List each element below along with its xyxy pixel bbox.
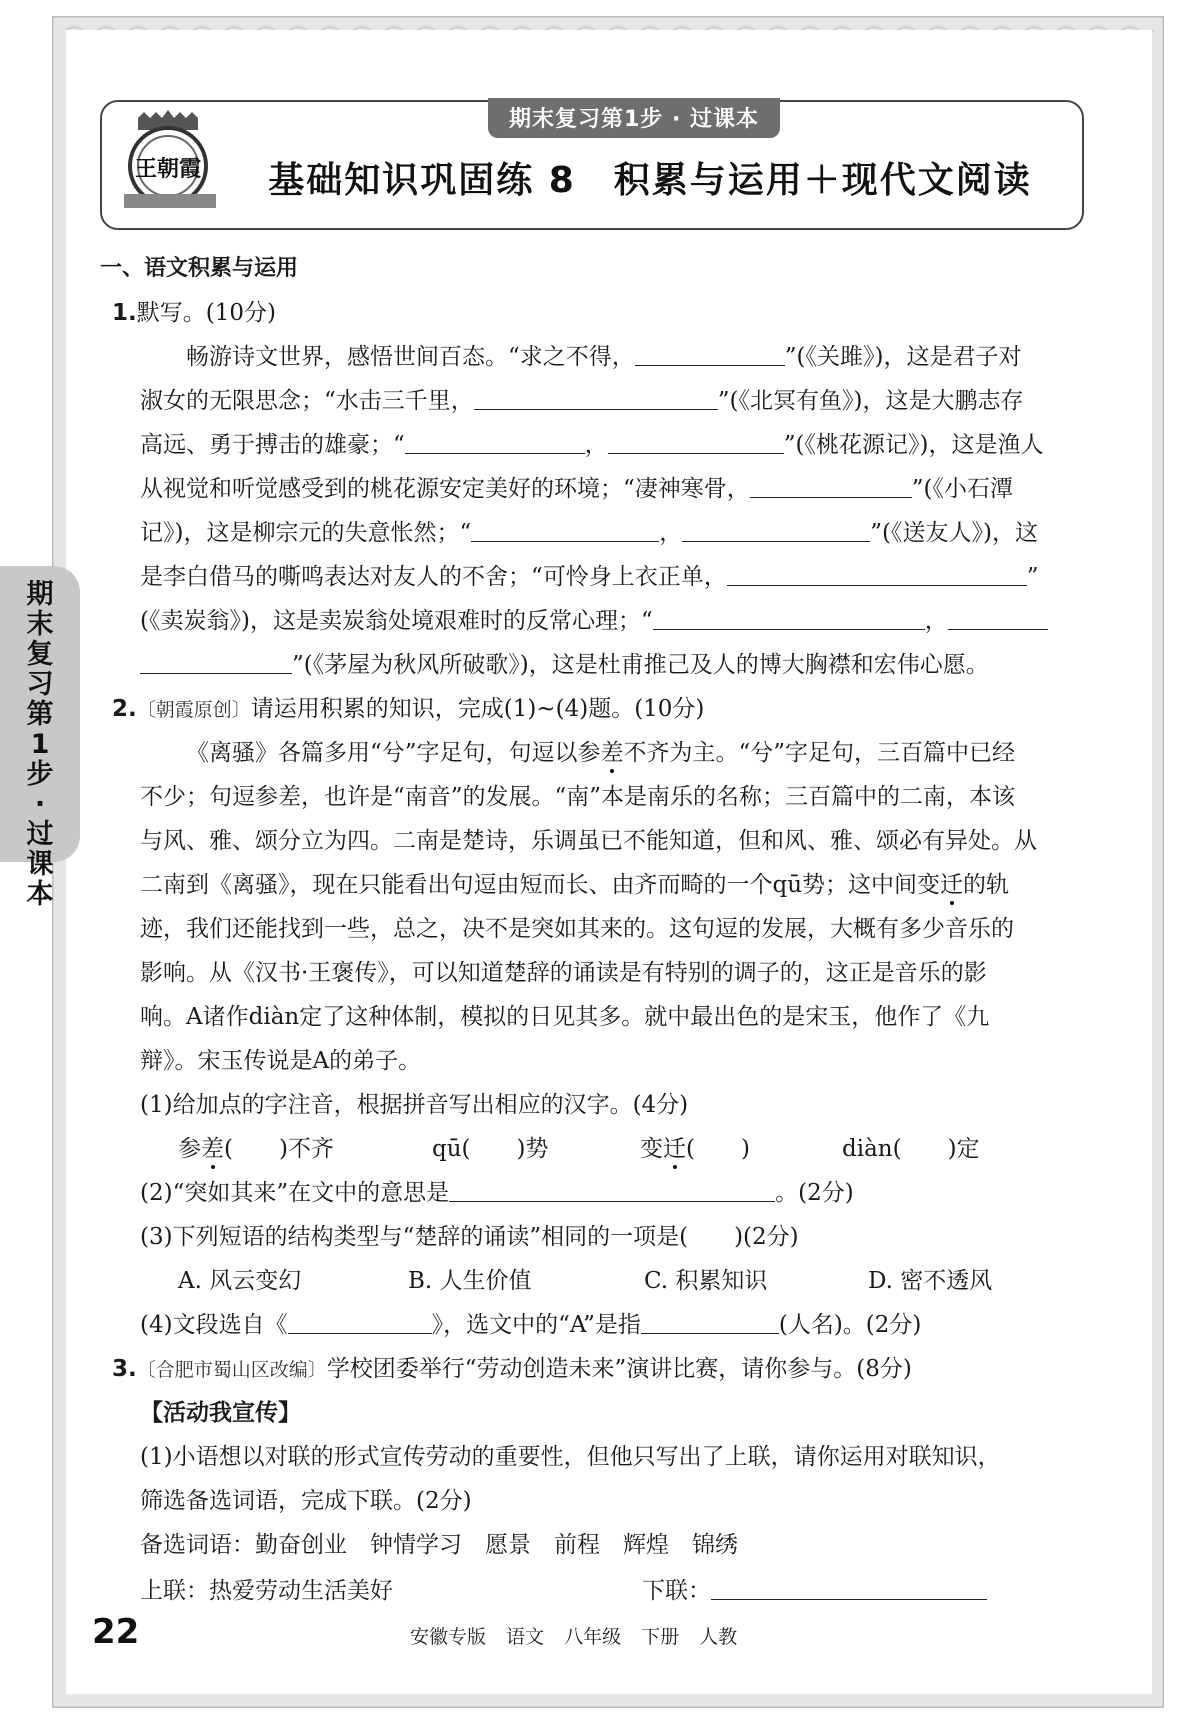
answer-blank[interactable] [641,1311,779,1334]
side-tab [0,566,80,910]
candidate-word: 愿景 [485,1532,531,1558]
answer-blank[interactable] [711,1577,987,1600]
answer-blank[interactable] [727,563,1027,586]
question-3-heading [112,1354,912,1385]
header-strip-label: 期末复习第1步 · 过课本 [509,107,759,132]
side-tab-label: 期末复习第1步·过课本 [26,579,54,910]
candidate-word: 辉煌 [623,1532,669,1558]
passage-line: 不少；句逗参差，也许是“南音”的发展。“南”本是南乐的名称；三百篇中的二南，本该 [140,784,1016,810]
subquestion-2: (2)“突如其来”在文中的意思是 。(2分) [140,1180,854,1206]
question-2-heading [112,694,704,725]
section-heading: 一、语文积累与运用 [100,256,299,281]
upper-couplet: 上联：热爱劳动生活美好 [140,1578,393,1604]
subquestion-1-item: 变迁( ) [640,1136,750,1162]
q1-line-2: 淑女的无限思念；“水击三千里， ”(《北冥有鱼》)，这是大鹏志存 [140,388,1024,414]
answer-blank[interactable] [471,519,659,542]
subquestion-1: (1)给加点的字注音，根据拼音写出相应的汉字。(4分) [140,1092,689,1118]
candidate-word: 锦绣 [692,1532,738,1558]
subquestion-1-items: 参差( )不齐 [178,1136,334,1162]
page-title: 基础知识巩固练 8 积累与运用＋现代文阅读 [268,160,1032,201]
question-text: 请运用积累的知识，完成(1)~(4)题。(10分) [250,696,705,722]
lower-couplet: 下联： [642,1576,987,1606]
subquestion-4: (4)文段选自《 》，选文中的“A”是指 (人名)。(2分) [140,1312,922,1338]
answer-blank[interactable] [474,387,718,410]
q1-line-4: 从视觉和听觉感受到的桃花源安定美好的环境；“凄神寒骨， ”(《小石潭 [140,476,1013,502]
subquestion-1-item: diàn( )定 [842,1136,980,1162]
passage-line: 与风、雅、颂分立为四。二南是楚诗，乐调虽已不能知道，但和风、雅、颂必有异处。从 [140,828,1037,854]
question-text: 学校团委举行“劳动创造未来”演讲比赛，请你参与。(8分) [326,1356,912,1382]
candidate-word: 勤奋创业 [255,1532,347,1558]
question-source: 〔朝霞原创〕 [136,699,251,721]
question-text: 默写。(10分) [136,300,276,326]
q1-line-8: ”(《茅屋为秋风所破歌》)，这是杜甫推己及人的博大胸襟和宏伟心愿。 [140,650,989,680]
footer-edition: 安徽专版 语文 八年级 下册 人教 [410,1626,738,1648]
answer-blank[interactable] [635,343,785,366]
candidate-words [140,1530,738,1560]
candidate-label: 备选词语： [140,1532,255,1558]
passage-line: 二南到《离骚》，现在只能看出句逗由短而长、由齐而畸的一个qū势；这中间变迁的轨 [140,872,1010,898]
subquestion-1-item: qū( )势 [432,1136,549,1162]
question-number: 1. [112,300,137,326]
question-1-heading [112,298,276,328]
q3-subquestion-1-cont: 筛选备选词语，完成下联。(2分) [140,1488,472,1514]
answer-blank[interactable] [682,519,870,542]
candidate-word: 钟情学习 [370,1532,462,1558]
q1-line-7: (《卖炭翁》)，这是卖炭翁处境艰难时的反常心理；“ ， [140,606,1048,636]
answer-blank[interactable] [750,475,912,498]
page-number: 22 [92,1612,140,1652]
passage-line: 影响。从《汉书·王褒传》，可以知道楚辞的诵读是有特别的调子的，这正是音乐的影 [140,960,987,986]
answer-blank[interactable] [140,651,292,674]
question-source: 〔合肥市蜀山区改编〕 [136,1359,327,1381]
question-number: 3. [112,1356,137,1382]
question-number: 2. [112,696,137,722]
q1-line-3: 高远、勇于搏击的雄豪；“ ， ”(《桃花源记》)，这是渔人 [140,432,1044,458]
answer-blank[interactable] [948,607,1048,630]
answer-blank[interactable] [449,1179,775,1202]
answer-blank[interactable] [653,607,925,630]
publisher-logo-icon [118,108,222,216]
logo-text: 王朝霞 [134,156,202,182]
q3-subquestion-1: (1)小语想以对联的形式宣传劳动的重要性，但他只写出了上联，请你运用对联知识， [140,1444,1001,1470]
option-b[interactable]: B. 人生价值 [408,1268,532,1294]
passage-line: 响。A诸作diàn定了这种体制，模拟的日见其多。就中最出色的是宋玉，他作了《九 [140,1004,990,1030]
answer-blank[interactable] [608,431,784,454]
passage-line: 辩》。宋玉传说是A的弟子。 [140,1048,422,1074]
q1-line-1: 畅游诗文世界，感悟世间百态。“求之不得， ”(《关雎》)，这是君子对 [186,344,1022,370]
activity-heading: 【活动我宣传】 [140,1400,301,1426]
passage-line: 迹，我们还能找到一些，总之，决不是突如其来的。这句逗的发展，大概有多少音乐的 [140,916,1014,942]
answer-blank[interactable] [405,431,585,454]
option-a[interactable]: A. 风云变幻 [178,1268,302,1294]
answer-blank[interactable] [288,1311,432,1334]
option-d[interactable]: D. 密不透风 [868,1268,993,1294]
option-c[interactable]: C. 积累知识 [644,1268,768,1294]
q1-line-6: 是李白借马的嘶鸣表达对友人的不舍；“可怜身上衣正单， ” [140,564,1039,590]
passage-line: 《离骚》各篇多用“兮”字足句，句逗以参差不齐为主。“兮”字足句，三百篇中已经 [186,740,1016,766]
q1-line-5: 记》)，这是柳宗元的失意怅然；“ ， ”(《送友人》)，这 [140,520,1038,546]
candidate-word: 前程 [554,1532,600,1558]
subquestion-3: (3)下列短语的结构类型与“楚辞的诵读”相同的一项是( )(2分) [140,1224,799,1250]
header-strip [488,98,780,138]
